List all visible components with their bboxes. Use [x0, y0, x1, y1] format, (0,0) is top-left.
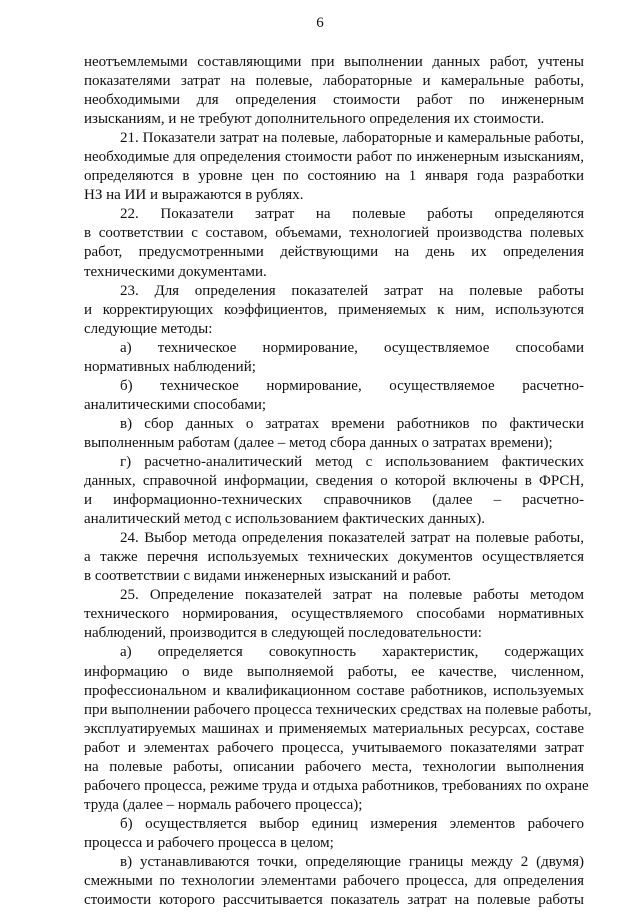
paragraph-p-24	[84, 529, 584, 586]
text-line: изысканиям, и не требуют дополнительного определения их стоимости.	[84, 111, 545, 128]
text-line: следующие методы:	[84, 320, 213, 337]
text-line: труда (далее – нормаль рабочего процесса);	[84, 796, 363, 813]
text-line: при выполнении рабочего процесса технических средствах на полевые работы,	[84, 701, 592, 718]
paragraph-p-22	[84, 205, 584, 281]
text-line: б) техническое нормирование, осуществляемое расчетно-	[120, 377, 584, 394]
text-line: г) расчетно-аналитический метод с использованием фактических	[120, 453, 584, 470]
text-line: 25. Определение показателей затрат на полевые работы методом	[120, 587, 584, 604]
text-line: рабочего процесса, режиме труда и отдыха работников, требованиях по охране	[84, 777, 589, 794]
document-body	[84, 53, 592, 910]
text-line: стоимости которого рассчитывается показатель затрат на полевые работы	[84, 892, 584, 909]
text-line: работ и элементах рабочего процесса, учитываемого показателями затрат	[84, 739, 584, 756]
text-line: необходимыми для определения стоимости работ по инженерным	[84, 92, 584, 109]
paragraph-p-21	[84, 129, 584, 205]
text-line: смежными по технологии элементами рабочего процесса, для определения	[84, 873, 584, 890]
text-line: выполненным работам (далее – метод сбора данных о затратах времени);	[84, 434, 553, 451]
text-line: в) устанавливаются точки, определяющие границы между 2 (двумя)	[120, 853, 584, 870]
text-line: НЗ на ИИ и выражаются в рублях.	[84, 187, 304, 204]
text-line: технического нормирования, осуществляемого способами нормативных	[84, 606, 584, 623]
text-line: в соответствии с видами инженерных изысканий и работ.	[84, 568, 452, 585]
text-line: необходимые для определения стоимости работ по инженерным изысканиям,	[84, 149, 584, 166]
text-line: процесса и рабочего процесса в целом;	[84, 834, 334, 851]
text-line: 22. Показатели затрат на полевые работы определяются	[120, 206, 584, 223]
text-line: нормативных наблюдений;	[84, 358, 256, 375]
text-line: показателями затрат на полевые, лабораторные и камеральные работы,	[84, 73, 584, 90]
text-line: 23. Для определения показателей затрат на полевые работы	[120, 282, 584, 299]
paragraph-p-23	[84, 282, 584, 339]
text-line: а также перечня используемых технических документов осуществляется	[84, 549, 584, 566]
paragraph-p-25b	[84, 815, 584, 853]
paragraph-p-25c	[84, 853, 584, 910]
text-line: наблюдений, производится в следующей последовательности:	[84, 625, 482, 642]
text-line: определяются в уровне цен по состоянию на 1 января года разработки	[84, 168, 584, 185]
text-line: аналитический метод с использованием фактических данных).	[84, 511, 485, 528]
text-line: а) техническое нормирование, осуществляемое способами	[120, 339, 584, 356]
paragraph-p-23c	[84, 415, 584, 453]
text-line: и информационно-технических справочников (далее – расчетно-	[84, 492, 584, 509]
paragraph-p-23d	[84, 453, 584, 529]
text-line: аналитическими способами;	[84, 396, 267, 413]
text-line: 24. Выбор метода определения показателей затрат на полевые работы,	[120, 530, 584, 547]
paragraph-p-intro	[84, 53, 584, 129]
paragraph-p-23b	[84, 377, 584, 415]
text-line: на полевые работы, описании рабочего места, технологии выполнения	[84, 758, 584, 775]
text-line: информацию о виде выполняемой работы, ее качестве, численном,	[84, 663, 584, 680]
text-line: эксплуатируемых машинах и применяемых материальных ресурсах, составе	[84, 720, 584, 737]
paragraph-p-25a	[84, 643, 592, 814]
text-line: в соответствии с составом, объемами, технологией производства полевых	[84, 225, 584, 242]
text-line: а) определяется совокупность характеристик, содержащих	[120, 644, 584, 661]
text-line: данных, справочной информации, сведения о которой включены в ФРСН,	[84, 473, 584, 490]
paragraph-p-25	[84, 586, 584, 643]
text-line: и корректирующих коэффициентов, применяемых к ним, используются	[84, 301, 584, 318]
text-line: работ, предусмотренными действующими на день их определения	[84, 244, 584, 261]
text-line: б) осуществляется выбор единиц измерения элементов рабочего	[120, 815, 584, 832]
text-line: техническими документами.	[84, 263, 267, 280]
text-line: в) сбор данных о затратах времени работников по фактически	[120, 415, 584, 432]
text-line: неотъемлемыми составляющими при выполнении данных работ, учтены	[84, 54, 584, 70]
text-line: 21. Показатели затрат на полевые, лабораторные и камеральные работы,	[120, 130, 584, 147]
text-line: профессиональном и квалификационном составе работников, используемых	[84, 682, 584, 699]
page-number: 6	[316, 15, 324, 31]
paragraph-p-23a	[84, 339, 584, 377]
